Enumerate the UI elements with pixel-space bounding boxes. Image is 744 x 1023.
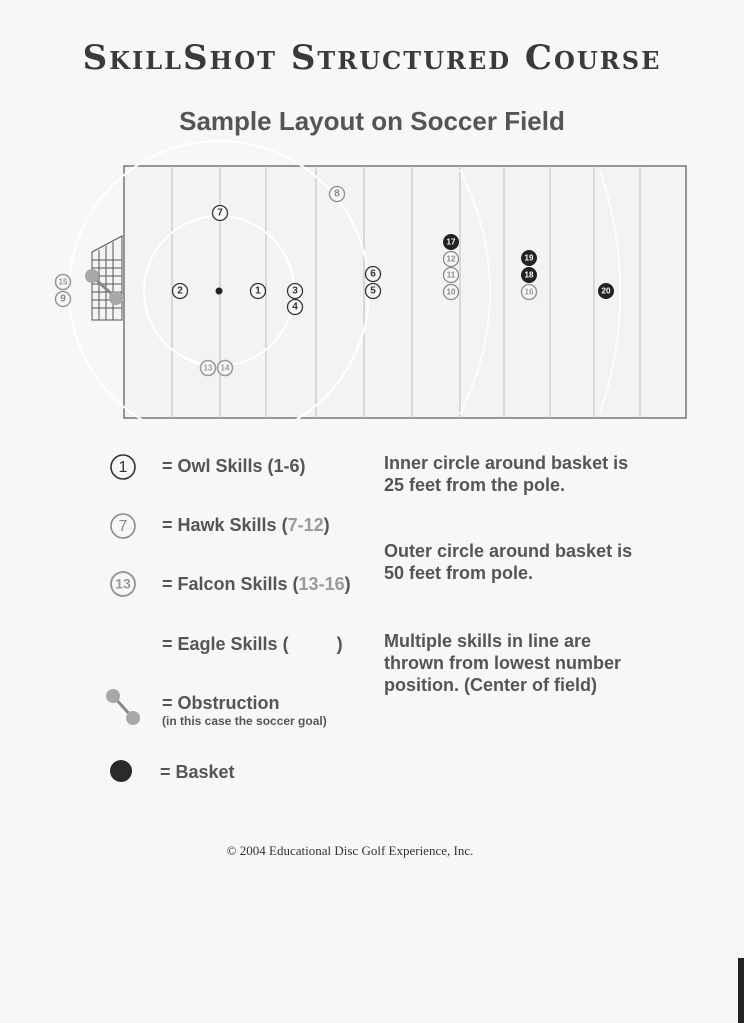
svg-text:10: 10: [446, 287, 456, 297]
svg-text:13: 13: [203, 363, 213, 373]
legend-icons: [0, 440, 160, 800]
svg-text:15: 15: [58, 277, 68, 287]
svg-text:16: 16: [524, 287, 534, 297]
copyright: © 2004 Educational Disc Golf Experience, Inc.: [226, 843, 474, 858]
legend-basket-label: = Basket: [160, 762, 235, 782]
svg-text:13: 13: [115, 575, 131, 592]
skill-marker-4: [288, 300, 303, 315]
svg-text:17: 17: [446, 237, 456, 247]
page-title: SkillShot Structured Course: [82, 38, 662, 78]
legend-owl-icon: [111, 455, 135, 479]
skill-marker-13: [201, 361, 216, 376]
legend-basket-icon: [110, 760, 132, 782]
basket-marker: [216, 288, 223, 295]
svg-text:3: 3: [292, 285, 298, 297]
svg-text:11: 11: [446, 270, 456, 280]
note-multiple-skills: Multiple skills in line are thrown from lowest number position. (Center of field): [384, 631, 622, 695]
legend-obstruction-label: = Obstruction (in this case the soccer goal): [162, 693, 327, 728]
skill-marker-1: [251, 284, 266, 299]
note-inner-circle: Inner circle around basket is 25 feet from the pole.: [384, 453, 629, 495]
note-outer-circle: Outer circle around basket is 50 feet from pole.: [384, 541, 633, 583]
svg-text:6: 6: [370, 268, 376, 280]
skill-marker-8: [330, 187, 345, 202]
scan-edge-mark: [738, 958, 744, 1023]
svg-text:19: 19: [524, 253, 534, 263]
skill-marker-10: [444, 285, 459, 300]
legend-falcon-label: = Falcon Skills (13-16): [162, 574, 351, 594]
legend-hawk-icon: [111, 514, 135, 538]
skill-marker-15: [56, 275, 71, 290]
page-subtitle: Sample Layout on Soccer Field: [179, 106, 565, 136]
soccer-field-diagram: [0, 0, 744, 420]
skill-marker-19: [522, 251, 537, 266]
skill-marker-14: [218, 361, 233, 376]
legend-obstruction-sub: (in this case the soccer goal): [162, 714, 327, 728]
svg-text:12: 12: [446, 254, 456, 264]
svg-text:14: 14: [220, 363, 230, 373]
legend-hawk-label: = Hawk Skills (7-12): [162, 515, 330, 535]
svg-text:18: 18: [524, 270, 534, 280]
skill-marker-11: [444, 268, 459, 283]
legend-falcon-icon: [111, 572, 135, 596]
skill-marker-16: [522, 285, 537, 300]
svg-text:4: 4: [292, 301, 298, 313]
legend-eagle-label: = Eagle Skills ( ): [162, 634, 343, 654]
skill-marker-3: [288, 284, 303, 299]
svg-text:7: 7: [118, 518, 128, 536]
svg-text:1: 1: [255, 285, 261, 297]
skill-marker-20: [599, 284, 614, 299]
svg-text:2: 2: [177, 285, 183, 297]
skill-marker-2: [173, 284, 188, 299]
skill-marker-6: [366, 267, 381, 282]
skill-marker-18: [522, 268, 537, 283]
legend-owl-label: = Owl Skills (1-6): [162, 456, 306, 476]
svg-text:5: 5: [370, 285, 376, 297]
svg-text:7: 7: [217, 207, 223, 219]
legend-obstruction-icon: [106, 689, 140, 725]
skill-marker-7: [213, 206, 228, 221]
skill-marker-5: [366, 284, 381, 299]
skill-marker-17: [444, 235, 459, 250]
svg-text:20: 20: [601, 286, 611, 296]
svg-text:8: 8: [334, 188, 340, 200]
svg-text:1: 1: [118, 459, 128, 477]
svg-text:9: 9: [60, 293, 66, 305]
skill-marker-12: [444, 252, 459, 267]
skill-marker-9: [56, 292, 71, 307]
